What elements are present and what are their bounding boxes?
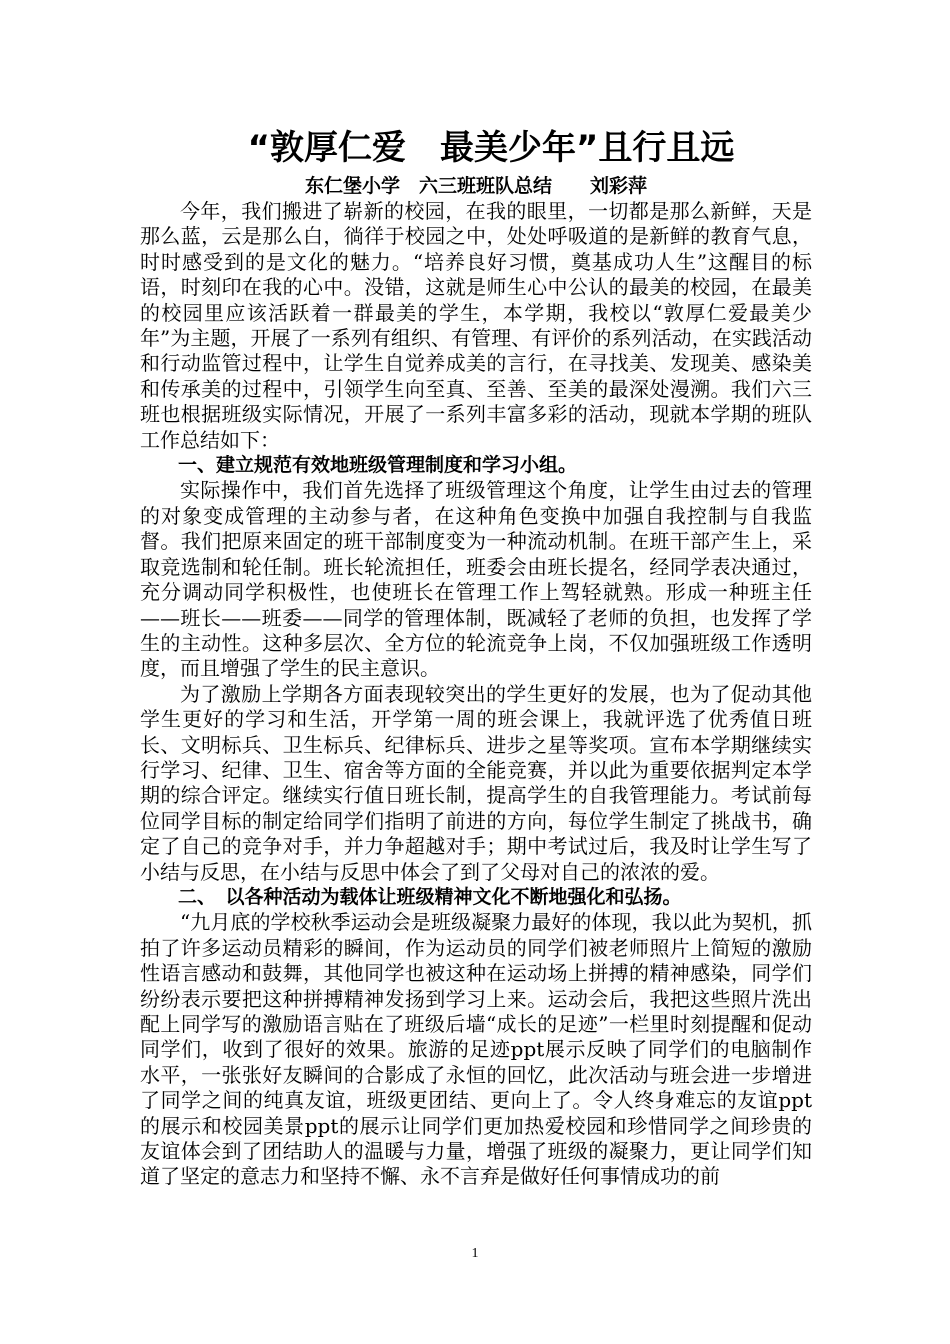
intro-paragraph: 今年，我们搬进了崭新的校园，在我的眼里，一切都是那么新鲜，天是那么蓝，云是那么白，徜徉于校园之中，处处呼吸道的是新鲜的教育气息，时时感受到的是文化的魅力。“培养良好习惯，奠基成功人生”这醒目的标语，时刻印在我的心中。没错，这就是师生心中公认的最美的校园，在最美的校园里应该活跃着一群最美的学生，本学期，我校以“敦厚仁爱最美少年”为主题，开展了一系列有组织、有管理、有评价的系列活动，在实践活动和行动监管过程中，让学生自觉养成美的言行，在寻找美、发现美、感染美和传承美的过程中，引领学生向至真、至善、至美的最深处漫溯。我们六三班也根据班级实际情况，开展了一系列丰富多彩的活动，现就本学期的班队工作总结如下：	[140, 199, 812, 452]
document-subtitle: 东仁堡小学 六三班班队总结 刘彩萍	[304, 175, 647, 197]
section-heading-1: 一、建立规范有效地班级管理制度和学习小组。	[140, 454, 578, 477]
section-1-paragraph-2: 为了激励上学期各方面表现较突出的学生更好的发展，也为了促动其他学生更好的学习和生活，开学第一周的班会课上，我就评选了优秀值日班长、文明标兵、卫生标兵、纪律标兵、进步之星等奖项。宣布本学期继续实行学习、纪律、卫生、宿舍等方面的全能竞赛，并以此为重要依据判定本学期的综合评定。继续实行值日班长制，提高学生的自我管理能力。考试前每位同学目标的制定给同学们指明了前进的方向，每位学生制定了挑战书，确定了自己的竞争对手，并力争超越对手；期中考试过后，我及时让学生写了小结与反思，在小结与反思中体会了到了父母对自己的浓浓的爱。	[140, 681, 812, 884]
section-2-paragraph-1: “九月底的学校秋季运动会是班级凝聚力最好的体现，我以此为契机，抓拍了许多运动员精彩的瞬间，作为运动员的同学们被老师照片上简短的激励性语言感动和鼓舞，其他同学也被这种在运动场上拼搏的精神感染，同学们纷纷表示要把这种拼搏精神发扬到学习上来。运动会后，我把这些照片洗出配上同学写的激励语言贴在了班级后墙“成长的足迹”一栏里时刻提醒和促动同学们，收到了很好的效果。旅游的足迹ppt展示反映了同学们的电脑制作水平，一张张好友瞬间的合影成了永恒的回忆，此次活动与班会进一步增进了同学之间的纯真友谊，班级更团结、更向上了。令人终身难忘的友谊ppt的展示和校园美景ppt的展示让同学们更加热爱校园和珍惜同学之间珍贵的友谊体会到了团结助人的温暖与力量，增强了班级的凝聚力，更让同学们知道了坚定的意志力和坚持不懈、永不言弃是做好任何事情成功的前	[140, 910, 812, 1189]
section-1-paragraph-1: 实际操作中，我们首先选择了班级管理这个角度，让学生由过去的管理的对象变成管理的主动参与者，在这种角色变换中加强自我控制与自我监督。我们把原来固定的班干部制度变为一种流动机制。在班干部产生上，采取竞选制和轮任制。班长轮流担任，班委会由班长提名，经同学表决通过，充分调动同学积极性，也使班长在管理工作上驾轻就熟。形成一种班主任——班长——班委——同学的管理体制，既减轻了老师的负担，也发挥了学生的主动性。这种多层次、全方位的轮流竞争上岗，不仅加强班级工作透明度，而且增强了学生的民主意识。	[140, 478, 812, 681]
page-number: 1	[471, 1246, 479, 1261]
document-page	[140, 122, 812, 1190]
section-heading-2: 二、 以各种活动为载体让班级精神文化不断地强化和弘扬。	[140, 885, 682, 908]
document-title: “敦厚仁爱 最美少年”且行且远	[247, 128, 735, 168]
